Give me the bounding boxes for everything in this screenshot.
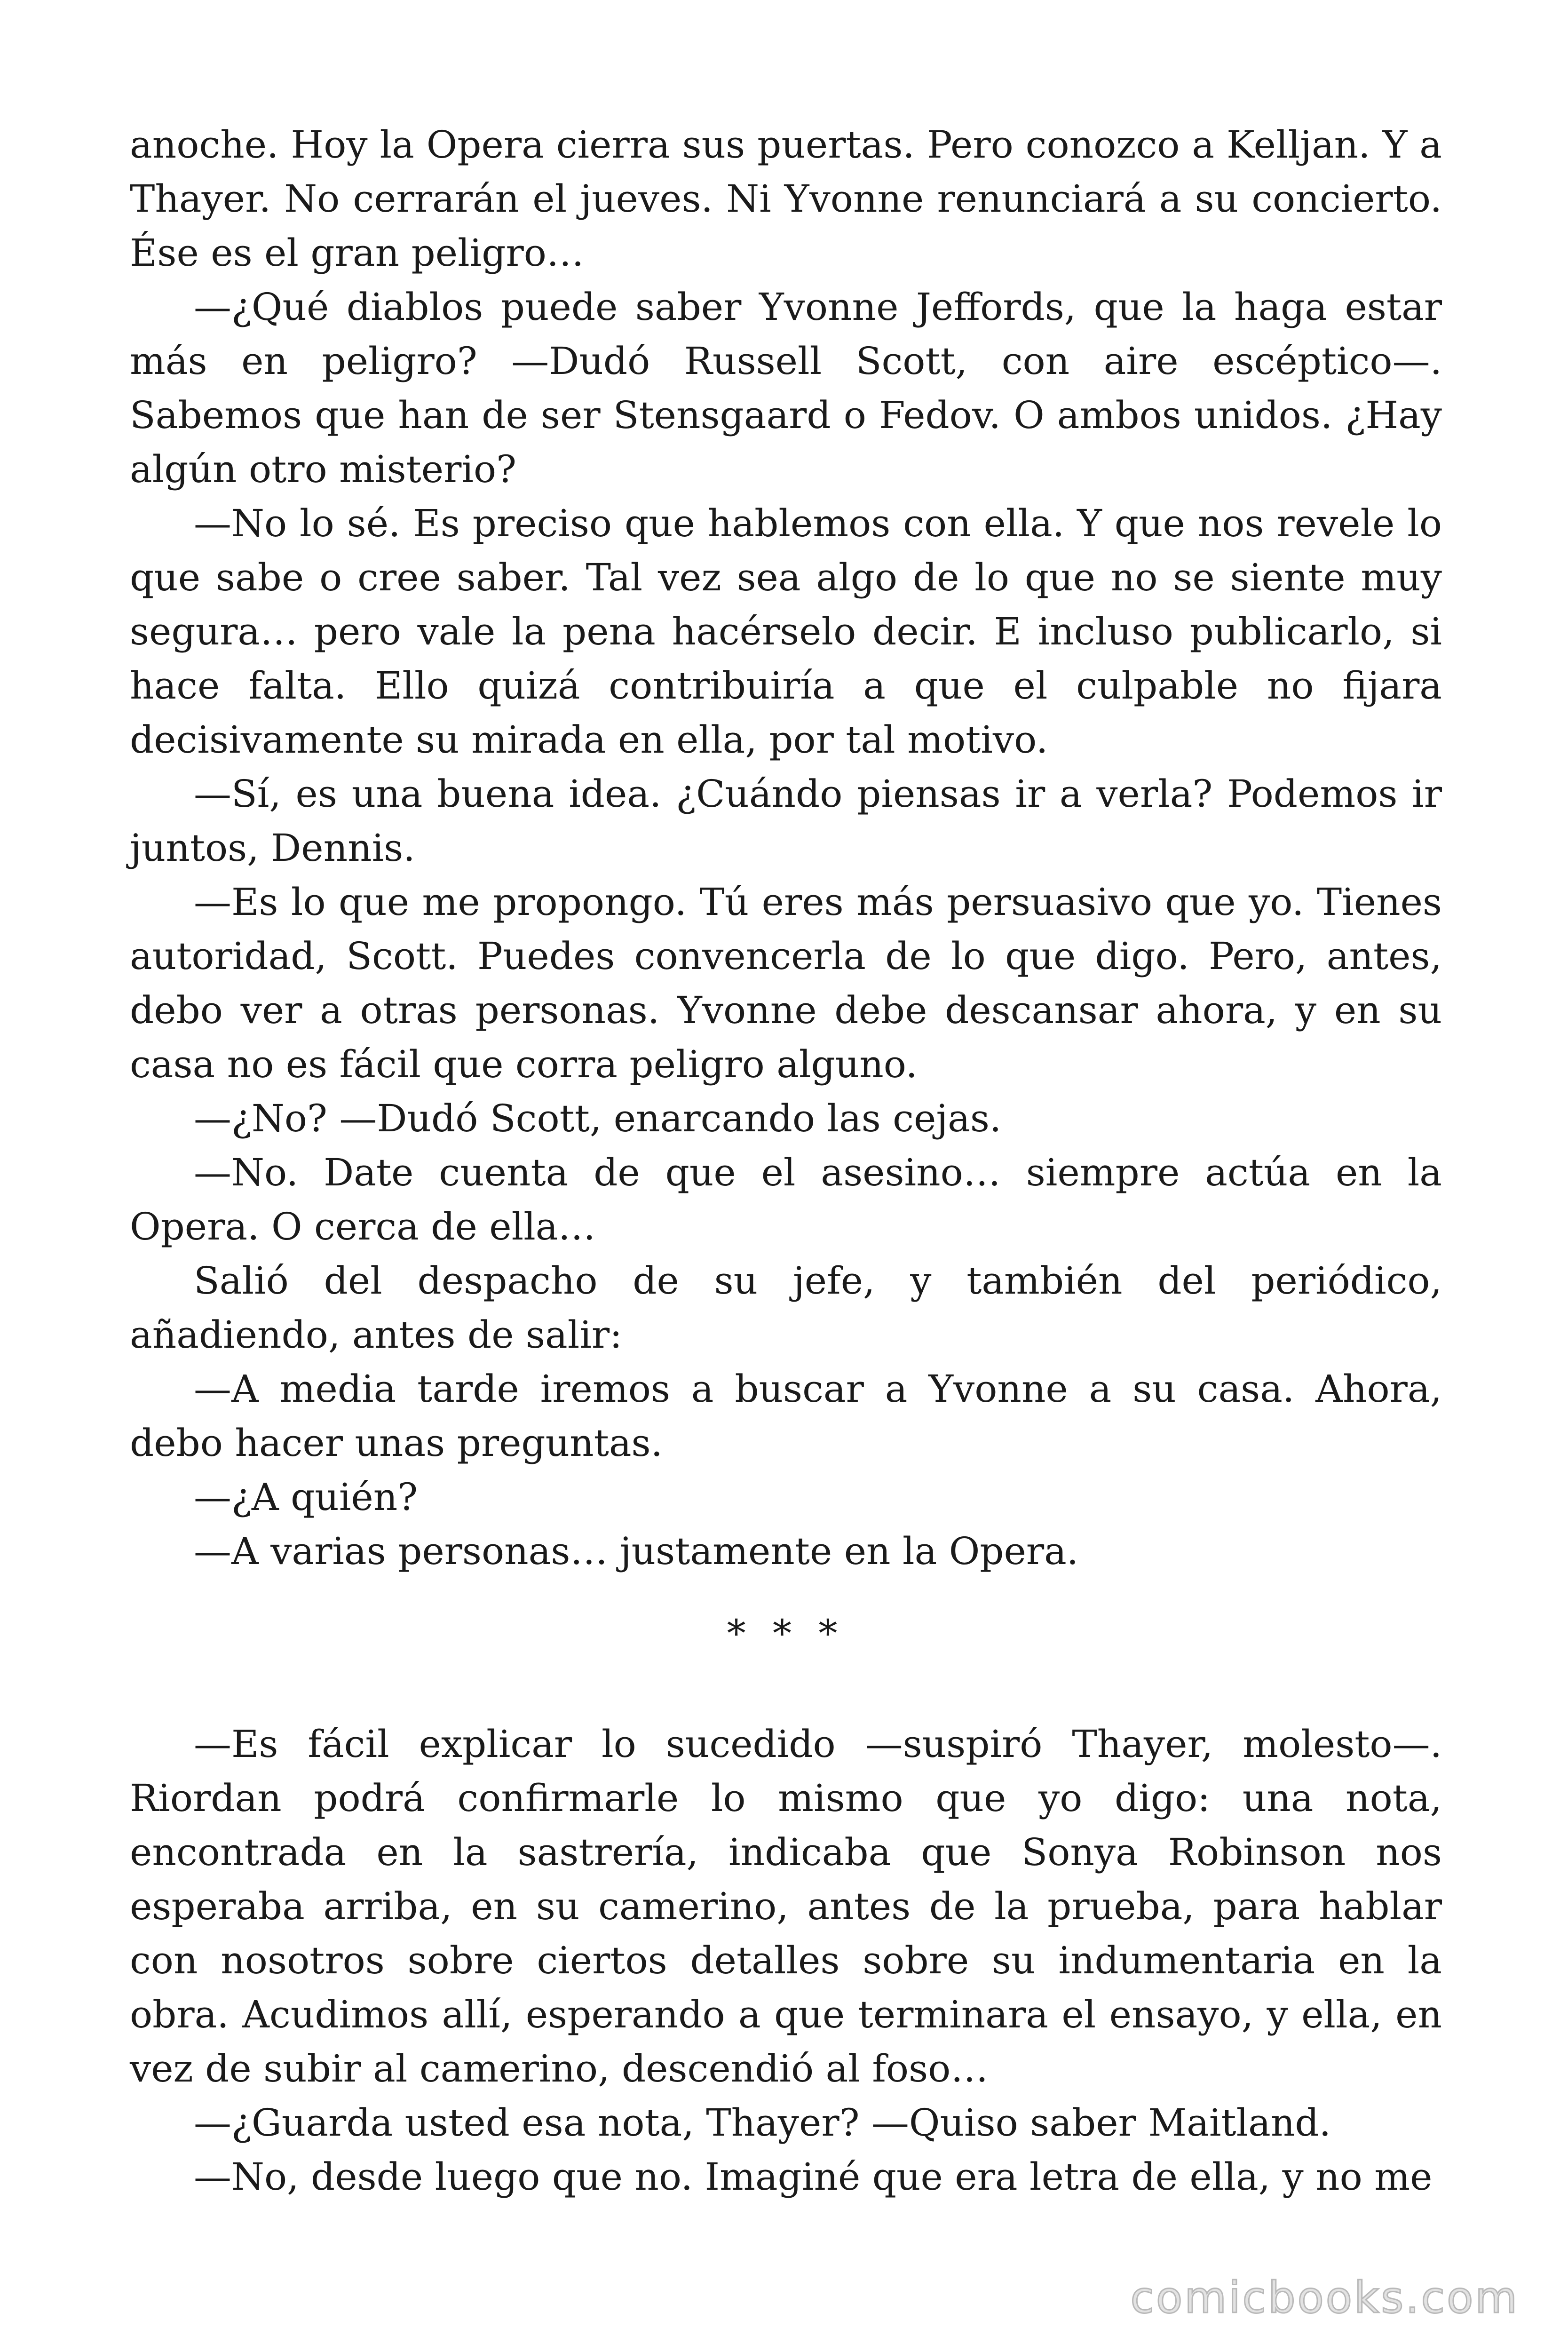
paragraph: anoche. Hoy la Opera cierra sus puertas. Pero conozco a Kelljan. Y a Thayer. No cerrarán el jueves. Ni Yvonne renunciará a su concierto. Ése es el gran peligro… (130, 123, 1442, 275)
paragraph: —No, desde luego que no. Imaginé que era letra de ella, y no me (194, 2155, 1433, 2199)
paragraph: —¿No? —Dudó Scott, enarcando las cejas. (194, 1097, 1002, 1140)
book-page (130, 118, 1442, 2204)
scene-separator: * * * (727, 1612, 845, 1655)
paragraph: —No lo sé. Es preciso que hablemos con ella. Y que nos revele lo que sabe o cree saber. Tal vez sea algo de lo que no se siente muy segura… pero vale la pena hacérselo decir. E incluso publicarlo, si hace falta. Ello quizá contribuiría a que el culpable no fijara decisivamente su mirada en ella, por tal motivo. (130, 501, 1442, 762)
paragraph: —¿Qué diablos puede saber Yvonne Jeffords, que la haga estar más en peligro? —Dudó Russell Scott, con aire escéptico—. Sabemos que han de ser Stensgaard o Fedov. O ambos unidos. ¿Hay algún otro misterio? (130, 285, 1442, 491)
paragraph: —Es lo que me propongo. Tú eres más persuasivo que yo. Tienes autoridad, Scott. Puedes convencerla de lo que digo. Pero, antes, debo ver a otras personas. Yvonne debe descansar ahora, y en su casa no es fácil que corra peligro alguno. (130, 880, 1442, 1086)
paragraph: —Sí, es una buena idea. ¿Cuándo piensas ir a verla? Podemos ir juntos, Dennis. (130, 772, 1442, 870)
paragraph: —A varias personas… justamente en la Opera. (194, 1529, 1079, 1573)
paragraph: Salió del despacho de su jefe, y también del periódico, añadiendo, antes de salir: (130, 1259, 1442, 1357)
paragraph: —A media tarde iremos a buscar a Yvonne a su casa. Ahora, debo hacer unas preguntas. (130, 1367, 1442, 1465)
paragraph: —¿A quién? (194, 1475, 418, 1519)
paragraph: —Es fácil explicar lo sucedido —suspiró Thayer, molesto—. Riordan podrá confirmarle lo mismo que yo digo: una nota, encontrada en la sastrería, indicaba que Sonya Robinson nos esperaba arriba, en su camerino, antes de la prueba, para hablar con nosotros sobre ciertos detalles sobre su indumentaria en la obra. Acudimos allí, esperando a que terminara el ensayo, y ella, en vez de subir al camerino, descendió al foso… (130, 1722, 1442, 2090)
watermark-logo: comicbooks.com (1130, 2273, 1519, 2323)
paragraph: —No. Date cuenta de que el asesino… siempre actúa en la Opera. O cerca de ella… (130, 1151, 1442, 1248)
paragraph: —¿Guarda usted esa nota, Thayer? —Quiso saber Maitland. (194, 2101, 1331, 2145)
